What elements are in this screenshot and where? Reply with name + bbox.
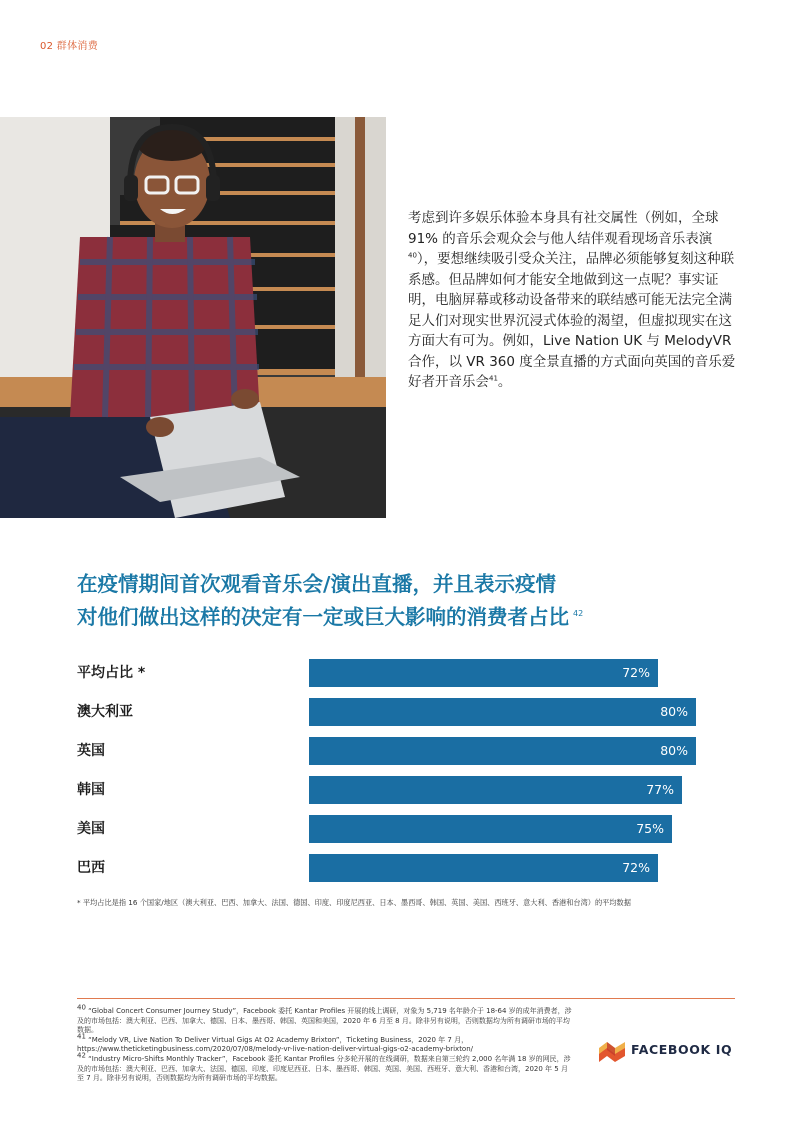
intro-text-c: 。 [497, 374, 512, 390]
bar-track [309, 776, 727, 804]
chart-title [77, 570, 717, 632]
bar-row [77, 737, 717, 765]
facebook-iq-logo-icon [599, 1038, 625, 1062]
bar-track [309, 854, 727, 882]
hero-photo [0, 117, 386, 518]
bar [309, 659, 658, 687]
facebook-iq-logo [599, 1036, 739, 1064]
footnote-40-text: “Global Concert Consumer Journey Study”，Facebook 委托 Kantar Profiles 开展的线上调研，对象为 5,719 名年龄介于 18-64 岁的成年消费者，涉及的市场包括：澳大利亚、巴西、加拿大、德国、日本、墨西哥、韩国、英国和美国，2020 年 6 月至 8 月。除非另有说明，否则数据均为所有调研市场的平均数据。 [77, 1007, 572, 1035]
bar-row [77, 854, 717, 882]
bar-value-label: 75% [636, 821, 664, 836]
intro-paragraph [408, 208, 738, 393]
bar-row [77, 659, 717, 687]
intro-ref-40: 40 [408, 251, 417, 260]
bar-category-label: 巴西 [77, 860, 105, 876]
footnote-40-num: 40 [77, 1003, 86, 1012]
intro-text-b: ），要想继续吸引受众关注，品牌必须能够复刻这种联系感。但品牌如何才能安全地做到这一点呢？事实证明，电脑屏幕或移动设备带来的联结感可能无法完全满足人们对现实世界沉浸式体验的渴望，但虚拟现实在这方面大有可为。例如，Live Nation UK 与 MelodyVR 合作，以 VR 360 度全景直播的方式面向英国的音乐爱好者开音乐会 [408, 251, 736, 390]
intro-ref-41: 41 [489, 374, 498, 383]
brand-name: FACEBOOK IQ [631, 1042, 733, 1057]
footnote-40 [77, 1003, 572, 1036]
bar-track [309, 659, 727, 687]
footnote-divider [77, 998, 735, 999]
footnote-41-text: “Melody VR, Live Nation To Deliver Virtual Gigs At O2 Academy Brixton”，Ticketing Business，2020 年 7 月，https://www.theticketingbusiness.com/2020/07/08/melody-vr-live-nation-deliver-virtual-gigs-o2-academy-brixton/ [77, 1035, 474, 1054]
section-label: 02 群体消费 [40, 41, 99, 52]
bar-row [77, 815, 717, 843]
bar-category-label: 美国 [77, 821, 105, 837]
chart-title-line1: 在疫情期间首次观看音乐会/演出直播，并且表示疫情 [77, 572, 556, 596]
bar-category-label: 韩国 [77, 782, 105, 798]
chart-title-ref: 42 [573, 609, 584, 618]
bar-row [77, 776, 717, 804]
bar-value-label: 77% [646, 782, 674, 797]
bar-value-label: 80% [660, 743, 688, 758]
bar [309, 776, 682, 804]
footnote-41 [77, 1032, 572, 1055]
bar [309, 815, 672, 843]
bar-track [309, 698, 727, 726]
footnotes [77, 1003, 572, 1084]
bar-category-label: 英国 [77, 743, 105, 759]
footnote-41-num: 41 [77, 1032, 86, 1041]
footnote-42-text: “Industry Micro-Shifts Monthly Tracker”，Facebook 委托 Kantar Profiles 分多轮开展的在线调研，数据来自第三轮约 2,000 名年满 18 岁的网民，涉及的市场包括：澳大利亚、巴西、加拿大、法国、德国、印度、印度尼西亚、日本、墨西哥、韩国、英国、美国、西班牙、意大利、香港和台湾，2020 年 5 月至 7 月。除非另有说明，否则数据均为所有调研市场的平均数据。 [77, 1054, 571, 1083]
footnote-42 [77, 1051, 572, 1084]
chart-note: * 平均占比是指 16 个国家/地区（澳大利亚、巴西、加拿大、法国、德国、印度、印度尼西亚、日本、墨西哥、韩国、英国、美国、西班牙、意大利、香港和台湾）的平均数据 [77, 898, 631, 907]
bar-value-label: 72% [622, 860, 650, 875]
footnote-42-num: 42 [77, 1051, 86, 1060]
bar-track [309, 737, 727, 765]
bar-track [309, 815, 727, 843]
bar-value-label: 72% [622, 665, 650, 680]
bar-category-label: 平均占比 * [77, 665, 146, 681]
bar [309, 698, 696, 726]
bar [309, 737, 696, 765]
chart-title-line2: 对他们做出这样的决定有一定或巨大影响的消费者占比 [77, 604, 569, 629]
intro-text-a: 考虑到许多娱乐体验本身具有社交属性（例如，全球 91% 的音乐会观众会与他人结伴观看现场音乐表演 [408, 210, 719, 247]
bar-category-label: 澳大利亚 [77, 704, 133, 720]
bar [309, 854, 658, 882]
bar-value-label: 80% [660, 704, 688, 719]
bar-row [77, 698, 717, 726]
